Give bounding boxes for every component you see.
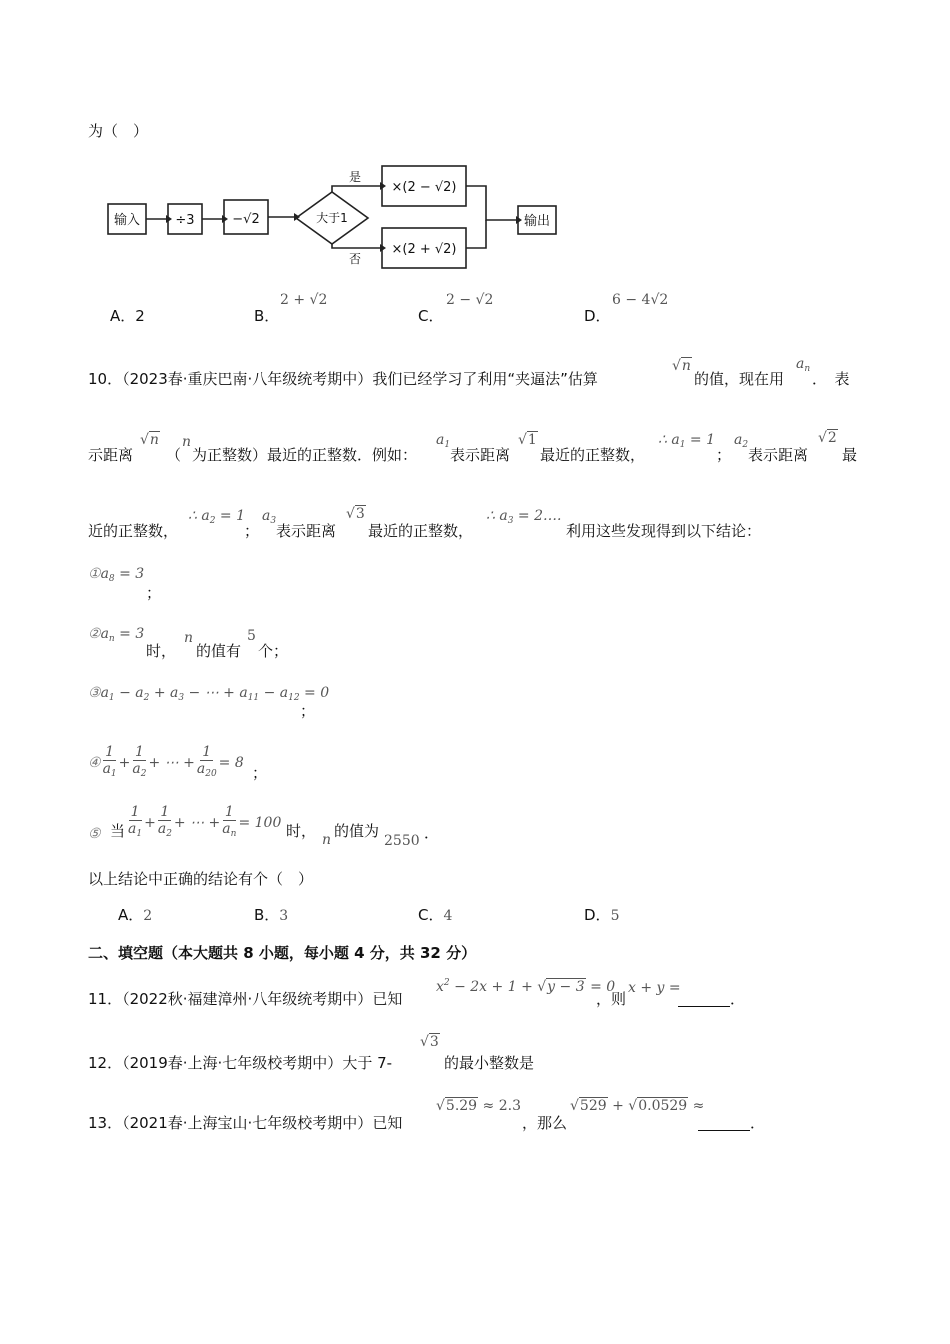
q10-line2-c: 表示距离 [450,446,511,464]
q10-c5-circ: ⑤ [88,826,101,842]
flow-mul-yes-label: ×(2 − √2) [391,180,457,195]
q9-option-c: C． [418,307,444,325]
q10-c2-five: 5 [247,628,256,644]
q10-option-c: C．4 [418,906,453,924]
q10-a1: $a_1$ [436,432,451,450]
q10-c2-mid: 时， [146,642,177,660]
q11-line: 11．（2022秋·福建漳州·八年级统考期中）已知 [88,990,403,1008]
q9-option-b: B． [254,307,280,325]
q10-line3-b: 表示距离 [276,522,337,540]
q12-tail: 的最小整数是 [444,1054,535,1072]
q13-then: ，那么 [522,1114,568,1132]
q13-expr: √529 + √0.0529 ≈ [570,1098,705,1114]
q10-eq-a3: ∴ $a_3$ = 2…. [486,508,562,526]
q9-option-d: D． [584,307,611,325]
q12-line: 12．（2019春·上海·七年级校考期中）大于 7- [88,1054,393,1072]
q10-line2-e: 表示距离 [748,446,809,464]
q10-sqrt3: √3 [346,506,365,522]
q10-c5-tail: ． [424,824,440,842]
q10-c5-sum: $\frac{1}{a_1}$ + $\frac{1}{a_2}$ + ⋯ + $\frac{1}{a_n}$ = 100 [128,804,282,839]
q10-an: $a_n$ [796,356,811,374]
q10-n: n [182,434,192,450]
q10-paren: （ [166,446,182,464]
q10-a2: $a_2$ [734,432,749,450]
q10-c5-pre: 当 [110,822,126,840]
q10-c1: $①a_8 = 3$ [88,566,145,584]
q10-c3: $③a_1 - a_2 + a_3$ − ⋯ + $a_{11} - a_{12} = 0$ [88,685,330,703]
q13-answer: ． [698,1112,765,1133]
q10-c2-tail: 个； [258,642,289,660]
q10-line2-b: 为正整数）最近的正整数．例如： [192,446,418,464]
q10-sqrt-n: √n [672,358,691,374]
q13-blank[interactable] [698,1116,750,1131]
q9-tail: 为（ ） [88,122,149,140]
q10-line3-d: 利用这些发现得到以下结论： [566,522,762,540]
q10-line2-f: 最 [842,446,858,464]
q10-c1-tail: ； [146,584,162,602]
q10-line2-d: 最近的正整数， [540,446,646,464]
q11-blank[interactable] [678,992,730,1007]
flowchart [100,160,570,275]
q10-line1-c: ． 表 [812,370,850,388]
q10-option-b: B．3 [254,906,289,924]
q10-line1: 10．（2023春·重庆巴南·八年级统考期中）我们已经学习了利用“夹逼法”估算 [88,370,598,388]
q10-eq-a1: ∴ $a_1 = 1$ [658,432,715,450]
q10-option-a: A．2 [118,906,153,924]
q11-answer: ． [678,988,745,1009]
q10-sqrt2: √2 [818,430,837,446]
q11-then: ，则 [596,990,627,1008]
q10-c2: $②a_n = 3$ [88,626,145,644]
q11-equation: $x^2 - 2x + 1 + √y - 3 = 0$ [436,978,616,995]
section2-heading: 二、填空题（本大题共 8 小题，每小题 4 分，共 32 分） [88,944,477,962]
q10-line1-b: 的值，现在用 [694,370,785,388]
q11-expr: x + y = [628,980,681,996]
q10-c4-tail: ； [252,764,268,782]
flow-yes-label: 是 [348,170,362,184]
flow-minus-label: −√2 [232,212,260,227]
q10-semi1: ； [716,446,732,464]
q10-semi2: ； [244,522,260,540]
q9-option-c-value: 2 − √2 [446,292,494,308]
q10-line2: 示距离 [88,446,134,464]
q12-sqrt3: √3 [420,1034,439,1050]
q9-option-a: A．2 [110,307,145,325]
q10-line3: 近的正整数， [88,522,179,540]
q10-eq-a2: ∴ $a_2 = 1$ [188,508,245,526]
q13-line: 13．（2021春·上海宝山·七年级校考期中）已知 [88,1114,403,1132]
flow-output-label: 输出 [523,214,551,229]
q10-c2-n: n [184,630,194,646]
flow-mul-no-label: ×(2 + √2) [391,242,457,257]
q10-ask: 以上结论中正确的结论有个（ ） [88,870,314,888]
q10-c5-mid: 时， [286,822,317,840]
q10-c5-value: 2550 [384,833,420,849]
q9-option-d-value: 6 − 4√2 [612,292,669,308]
q10-sqrt-n-2: √n [140,432,159,448]
q9-option-b-value: 2 + √2 [280,292,328,308]
q10-line3-c: 最近的正整数， [368,522,474,540]
q10-c5-n: n [322,832,332,848]
flow-div-label: ÷3 [175,213,195,228]
q10-a3: $a_3$ [262,508,277,526]
q10-c5-mid2: 的值为 [334,822,380,840]
q10-c2-mid2: 的值有 [196,642,242,660]
q10-option-d: D．5 [584,906,620,924]
q13-given: √5.29 ≈ 2.3 [436,1098,521,1114]
q10-c4: ④ $\frac{1}{a_1}$ + $\frac{1}{a_2}$ + ⋯ + $\frac{1}{a_{20}}$ = 8 [88,744,244,779]
q10-sqrt1: √1 [518,432,537,448]
flow-no-label: 否 [348,252,362,266]
flow-input-label: 输入 [113,213,141,228]
flow-cond-label: 大于1 [316,211,348,225]
q10-c3-tail: ； [300,702,316,720]
